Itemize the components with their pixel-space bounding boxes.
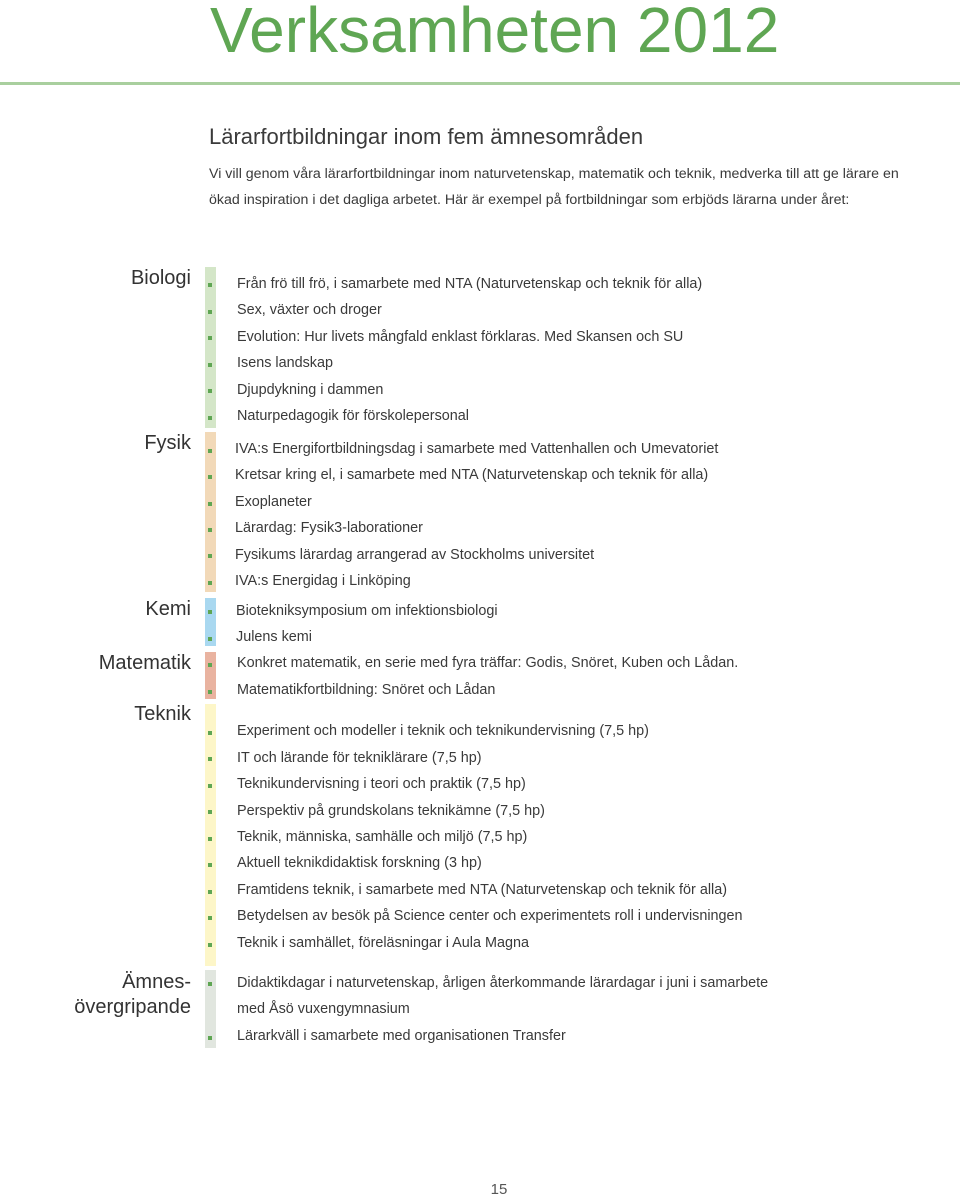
bullet-icon bbox=[208, 554, 212, 558]
bullet-icon bbox=[208, 637, 212, 641]
list-item: Lärarkväll i samarbete med organisationen Transfer bbox=[237, 1028, 566, 1044]
bullet-icon bbox=[208, 731, 212, 735]
category-biologi: Biologi bbox=[130, 267, 191, 289]
category-teknik: Teknik bbox=[134, 703, 191, 725]
list-item: Perspektiv på grundskolans teknikämne (7,5 hp) bbox=[237, 803, 545, 819]
list-item: Teknikundervisning i teori och praktik (7,5 hp) bbox=[237, 776, 526, 792]
bullet-icon bbox=[208, 389, 212, 393]
list-item: IVA:s Energifortbildningsdag i samarbete med Vattenhallen och Umevatoriet bbox=[235, 441, 719, 457]
list-item: Evolution: Hur livets mångfald enklast förklaras. Med Skansen och SU bbox=[237, 329, 684, 345]
bullet-icon bbox=[208, 283, 212, 287]
list-item: Aktuell teknikdidaktisk forskning (3 hp) bbox=[237, 855, 482, 871]
list-item: Teknik, människa, samhälle och miljö (7,5 hp) bbox=[237, 829, 528, 845]
bullet-icon bbox=[208, 449, 212, 453]
list-item: IT och lärande för tekniklärare (7,5 hp) bbox=[237, 750, 482, 766]
bullet-icon bbox=[208, 916, 212, 920]
section-heading: Lärarfortbildningar inom fem ämnesområden bbox=[209, 124, 644, 149]
page-title: Verksamheten 2012 bbox=[210, 0, 780, 66]
bullet-icon bbox=[208, 810, 212, 814]
category-matematik: Matematik bbox=[98, 652, 191, 674]
list-item: IVA:s Energidag i Linköping bbox=[235, 573, 411, 589]
list-item: Didaktikdagar i naturvetenskap, årligen återkommande lärardagar i juni i samarbete bbox=[237, 975, 769, 991]
title-divider bbox=[0, 82, 960, 85]
list-item: Fysikums lärardag arrangerad av Stockholms universitet bbox=[235, 547, 595, 563]
bullet-icon bbox=[208, 837, 212, 841]
list-item: med Åsö vuxengymnasium bbox=[237, 1001, 410, 1017]
list-item: Framtidens teknik, i samarbete med NTA (Naturvetenskap och teknik för alla) bbox=[237, 882, 728, 898]
category-kemi: Kemi bbox=[145, 598, 191, 620]
list-item: Exoplaneter bbox=[235, 494, 312, 510]
category-fysik: Fysik bbox=[144, 432, 191, 454]
bullet-icon bbox=[208, 757, 212, 761]
category-bar-fysik bbox=[205, 432, 216, 592]
list-item: Kretsar kring el, i samarbete med NTA (Naturvetenskap och teknik för alla) bbox=[235, 467, 709, 483]
bullet-icon bbox=[208, 475, 212, 479]
bullet-icon bbox=[208, 416, 212, 420]
list-item: Matematikfortbildning: Snöret och Lådan bbox=[237, 682, 496, 698]
category-bar-teknik bbox=[205, 704, 216, 966]
bullet-icon bbox=[208, 610, 212, 614]
category-label-line1: Ämnes- bbox=[122, 971, 191, 993]
list-item: Lärardag: Fysik3-laborationer bbox=[235, 520, 423, 536]
list-item: Julens kemi bbox=[236, 629, 312, 645]
list-item: Experiment och modeller i teknik och teknikundervisning (7,5 hp) bbox=[237, 723, 649, 739]
list-item: Djupdykning i dammen bbox=[237, 382, 384, 398]
bullet-icon bbox=[208, 863, 212, 867]
list-item: Biotekniksymposium om infektionsbiologi bbox=[236, 603, 498, 619]
bullet-icon bbox=[208, 784, 212, 788]
page-number: 15 bbox=[490, 1181, 508, 1198]
bullet-icon bbox=[208, 310, 212, 314]
bullet-icon bbox=[208, 581, 212, 585]
bullet-icon bbox=[208, 502, 212, 506]
list-item: Från frö till frö, i samarbete med NTA (Naturvetenskap och teknik för alla) bbox=[237, 276, 703, 292]
bullet-icon bbox=[208, 890, 212, 894]
category-label-line2: övergripande bbox=[74, 996, 191, 1018]
list-item: Betydelsen av besök på Science center och experimentets roll i undervisningen bbox=[237, 908, 743, 924]
list-item: Isens landskap bbox=[237, 355, 333, 371]
bullet-icon bbox=[208, 690, 212, 694]
intro-paragraph: Vi vill genom våra lärarfortbildningar inom naturvetenskap, matematik och teknik, medverka till att ge lärare en ökad inspiration i det dagliga arbetet. Här är exempel på fortbildningar som erbjöds lärarna under året: bbox=[209, 166, 899, 208]
bullet-icon bbox=[208, 336, 212, 340]
bullet-icon bbox=[208, 982, 212, 986]
list-item: Teknik i samhället, föreläsningar i Aula Magna bbox=[237, 935, 529, 951]
bullet-icon bbox=[208, 363, 212, 367]
category-bar-biologi bbox=[205, 267, 216, 428]
list-item: Naturpedagogik för förskolepersonal bbox=[237, 408, 469, 424]
category-amnesovergripande bbox=[0, 970, 191, 1020]
bullet-icon bbox=[208, 663, 212, 667]
bullet-icon bbox=[208, 943, 212, 947]
bullet-icon bbox=[208, 528, 212, 532]
list-item: Sex, växter och droger bbox=[237, 302, 382, 318]
bullet-icon bbox=[208, 1036, 212, 1040]
list-item: Konkret matematik, en serie med fyra träffar: Godis, Snöret, Kuben och Lådan. bbox=[237, 655, 739, 671]
